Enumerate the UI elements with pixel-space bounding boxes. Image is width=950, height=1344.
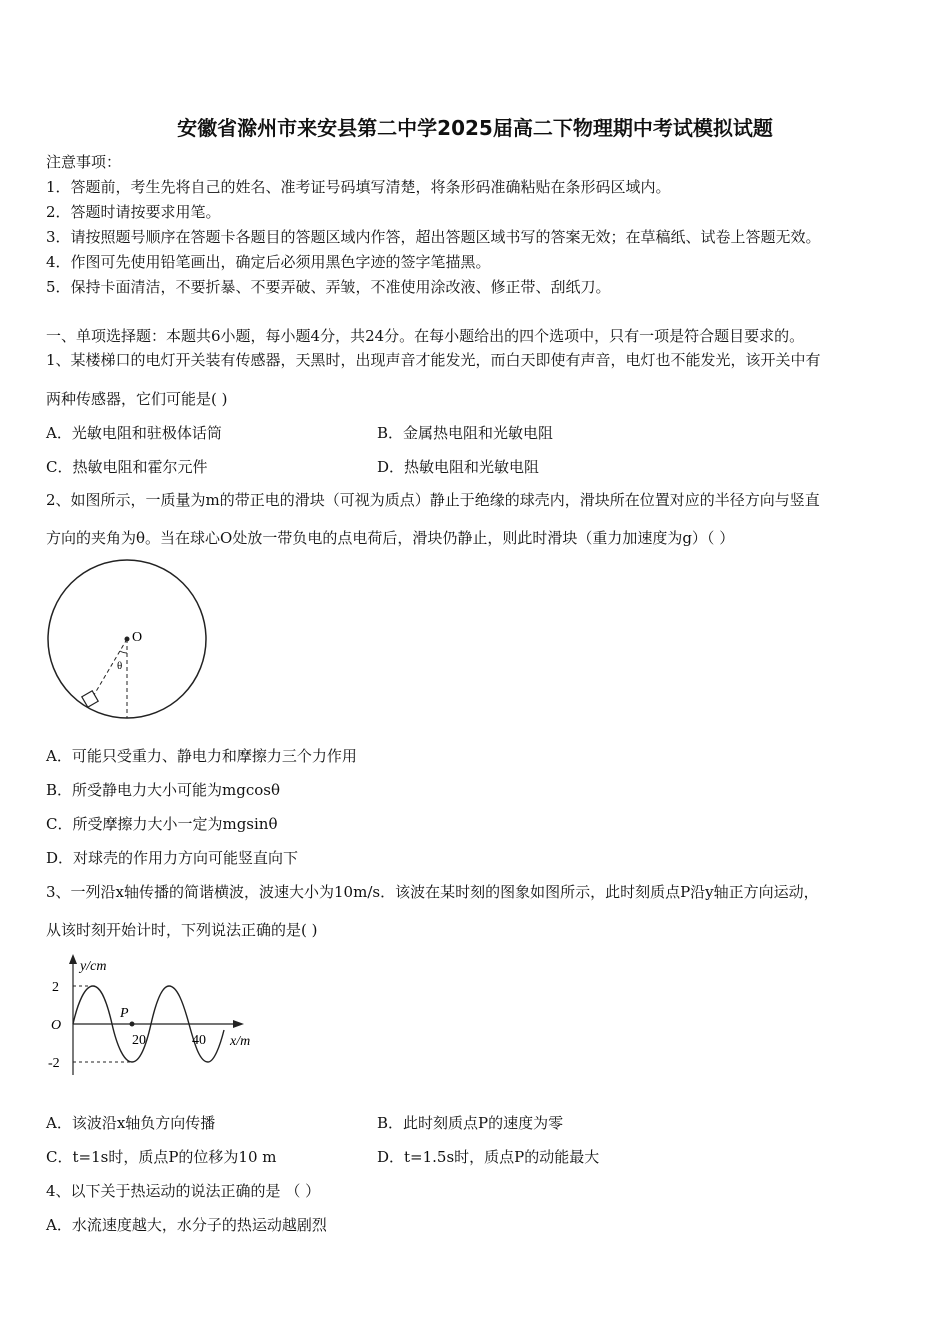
q1-stem-line1: 1、某楼梯口的电灯开关装有传感器，天黑时，出现声音才能发光，而白天即使有声音，电灯也不能发光，该开关中有: [46, 351, 821, 369]
sphere-figure: [40, 555, 215, 730]
x-tick-20: 20: [132, 1033, 146, 1048]
notice-heading: 注意事项：: [46, 153, 122, 171]
notice-item-3: 3．请按照题号顺序在答题卡各题目的答题区域内作答，超出答题区域书写的答案无效；在草稿纸、试卷上答题无效。: [46, 228, 821, 246]
y-axis-label: y/cm: [80, 959, 107, 974]
x-axis-arrow: [233, 1020, 244, 1028]
notice-item-4: 4．作图可先使用铅笔画出，确定后必须用黑色字迹的签字笔描黑。: [46, 253, 491, 271]
point-p-label: P: [120, 1006, 129, 1021]
x-axis-label: x/m: [230, 1034, 251, 1049]
q4-stem: 4、以下关于热运动的说法正确的是 （ ）: [46, 1182, 321, 1200]
notice-item-2: 2．答题时请按要求用笔。: [46, 203, 221, 221]
label-o: O: [132, 630, 143, 645]
q3-option-a: A．该波沿x轴负方向传播: [46, 1114, 216, 1132]
theta-arc: [120, 651, 127, 653]
y-tick-2: 2: [52, 980, 59, 995]
q4-option-a: A．水流速度越大，水分子的热运动越剧烈: [46, 1216, 327, 1234]
point-p-dot: [130, 1022, 135, 1027]
q3-option-c: C．t=1s时，质点P的位移为10 m: [46, 1148, 277, 1166]
q1-option-a: A．光敏电阻和驻极体话筒: [46, 424, 222, 442]
q1-option-d: D．热敏电阻和光敏电阻: [377, 458, 540, 476]
label-theta: θ: [117, 660, 123, 672]
q2-stem-line1: 2、如图所示，一质量为m的带正电的滑块（可视为质点）静止于绝缘的球壳内，滑块所在位置对应的半径方向与竖直: [46, 491, 820, 509]
origin-label: O: [51, 1018, 62, 1033]
q2-option-c: C．所受摩擦力大小一定为mgsinθ: [46, 815, 278, 833]
y-axis-arrow: [69, 954, 77, 964]
q2-option-a: A．可能只受重力、静电力和摩擦力三个力作用: [46, 747, 357, 765]
notice-item-5: 5．保持卡面清洁，不要折暴、不要弄破、弄皱，不准使用涂改液、修正带、刮纸刀。: [46, 278, 611, 296]
section-heading: 一、单项选择题：本题共6小题，每小题4分，共24分。在每小题给出的四个选项中，只有一项是符合题目要求的。: [46, 327, 805, 345]
q2-stem-line2: 方向的夹角为θ。当在球心O处放一带负电的点电荷后，滑块仍静止，则此时滑块（重力加速度为g）（ ）: [46, 529, 735, 547]
y-tick-neg2: -2: [48, 1056, 60, 1071]
q2-option-d: D．对球壳的作用力方向可能竖直向下: [46, 849, 299, 867]
notice-item-1: 1．答题前，考生先将自己的姓名、准考证号码填写清楚，将条形码准确粘贴在条形码区域内。: [46, 178, 671, 196]
q1-stem-line2: 两种传感器，它们可能是( ): [46, 390, 228, 408]
q2-option-b: B．所受静电力大小可能为mgcosθ: [46, 781, 281, 799]
wave-figure: [40, 950, 270, 1100]
q3-stem-line1: 3、一列沿x轴传播的简谐横波，波速大小为10m/s．该波在某时刻的图象如图所示，此时刻质点P沿y轴正方向运动，: [46, 883, 819, 901]
q1-option-b: B．金属热电阻和光敏电阻: [377, 424, 554, 442]
q3-stem-line2: 从该时刻开始计时，下列说法正确的是( ): [46, 921, 318, 939]
page-title: 安徽省滁州市来安县第二中学2025届高二下物理期中考试模拟试题: [177, 116, 773, 140]
q1-option-c: C．热敏电阻和霍尔元件: [46, 458, 208, 476]
q3-option-d: D．t=1.5s时，质点P的动能最大: [377, 1148, 600, 1166]
q3-option-b: B．此时刻质点P的速度为零: [377, 1114, 564, 1132]
x-tick-40: 40: [192, 1033, 206, 1048]
